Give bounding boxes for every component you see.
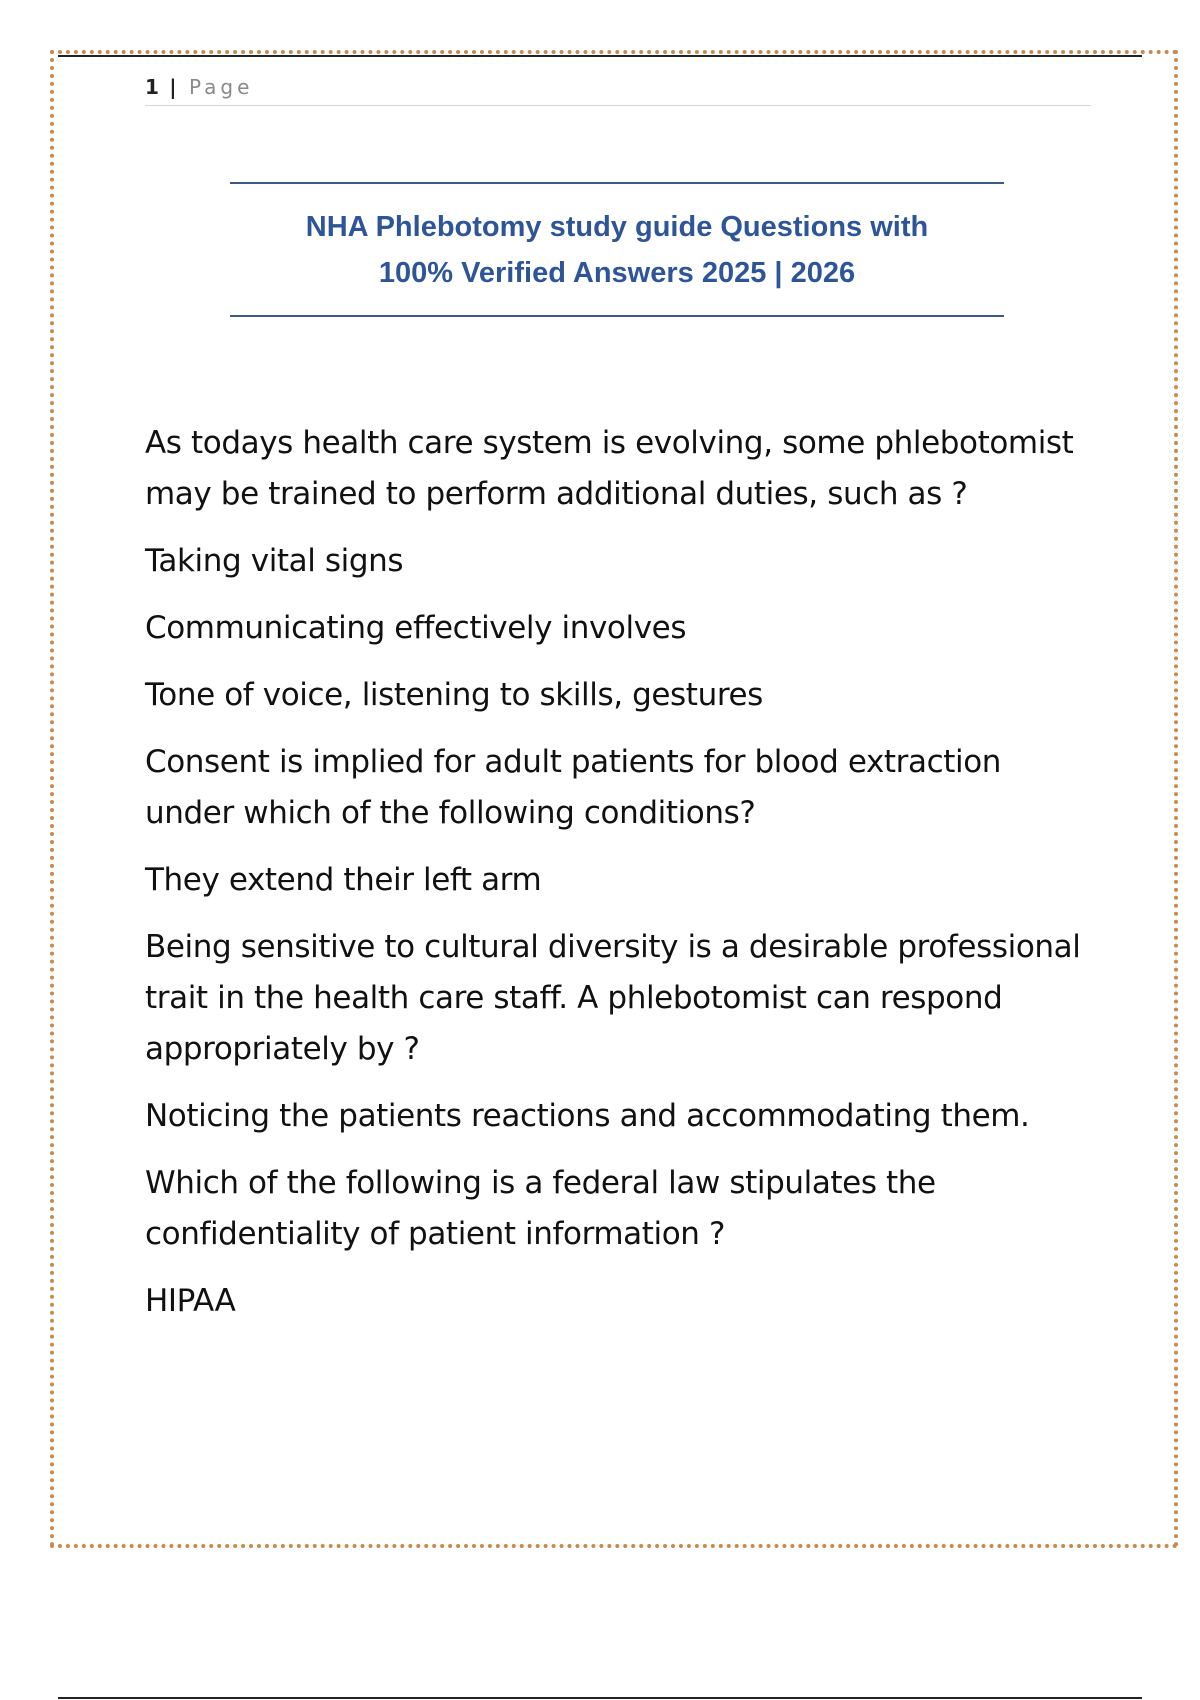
- document-body: [145, 418, 1095, 1343]
- answer-paragraph: Taking vital signs: [145, 543, 404, 579]
- question-paragraph: As todays health care system is evolving, some phlebotomist may be trained to perform additional duties, such as ?: [145, 425, 1074, 512]
- page-label: Page: [188, 75, 254, 99]
- question-paragraph: Communicating effectively involves: [145, 610, 687, 646]
- answer-paragraph: They extend their left arm: [145, 862, 542, 898]
- document-title: [230, 182, 1004, 317]
- page-separator: |: [169, 75, 178, 99]
- page-number: 1: [145, 75, 160, 99]
- bottom-rule: [58, 1697, 1142, 1699]
- title-line-1: NHA Phlebotomy study guide Questions with: [305, 210, 929, 243]
- answer-paragraph: Tone of voice, listening to skills, gestures: [145, 677, 763, 713]
- title-line-2: 100% Verified Answers 2025 | 2026: [378, 256, 856, 289]
- question-paragraph: Being sensitive to cultural diversity is a desirable professional trait in the health care staff. A phlebotomist can respond appropriately by ?: [145, 929, 1081, 1067]
- question-paragraph: Which of the following is a federal law stipulates the confidentiality of patient information ?: [145, 1165, 936, 1252]
- question-paragraph: Consent is implied for adult patients for blood extraction under which of the following conditions?: [145, 744, 1002, 831]
- answer-paragraph: HIPAA: [145, 1283, 236, 1319]
- page-header: [145, 74, 1091, 106]
- answer-paragraph: Noticing the patients reactions and accommodating them.: [145, 1098, 1030, 1134]
- top-rule: [58, 55, 1142, 57]
